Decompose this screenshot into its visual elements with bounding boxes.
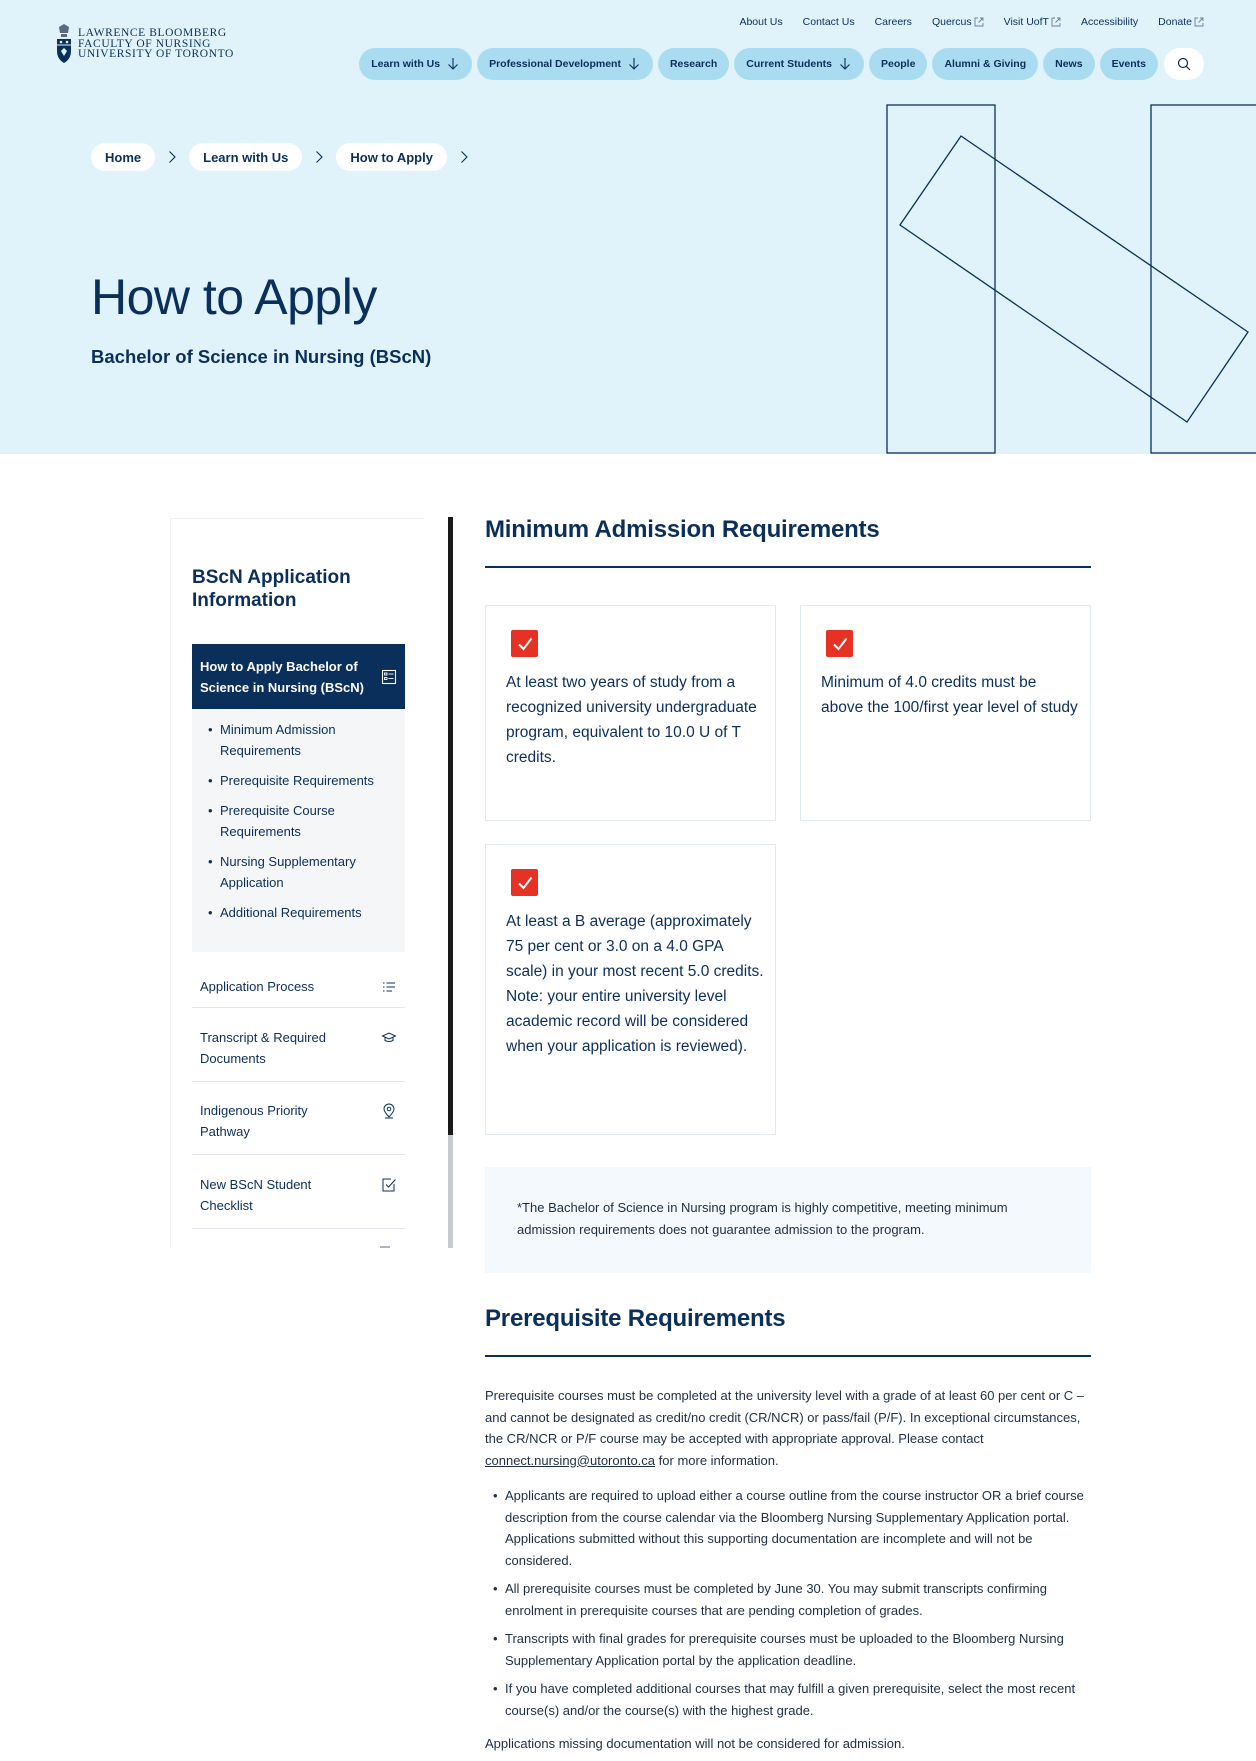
prerequisite-intro-tail: for more information. — [658, 1452, 779, 1468]
util-link-contact-us[interactable] — [803, 16, 855, 28]
checkmark-icon — [511, 869, 538, 896]
list-icon — [381, 979, 397, 995]
nav-label: Professional Development — [489, 58, 621, 70]
min-requirements-section — [485, 516, 1091, 568]
util-link-visit-uoft[interactable] — [1004, 16, 1061, 28]
util-link-accessibility[interactable] — [1081, 16, 1138, 28]
nav-people[interactable] — [869, 48, 927, 80]
requirement-card — [485, 844, 776, 1135]
site-logo[interactable] — [56, 24, 234, 64]
nav-professional-development[interactable] — [477, 48, 653, 80]
util-link-label: Visit UofT — [1003, 16, 1049, 28]
prerequisite-final-note: Applications missing documentation will not be considered for admission. — [485, 1736, 905, 1751]
util-link-label: Quercus — [931, 16, 972, 28]
util-link-donate[interactable] — [1158, 16, 1204, 28]
page-title: How to Apply — [91, 269, 377, 325]
document-list-icon — [381, 669, 397, 685]
sidebar-subitem-label[interactable]: Additional Requirements — [220, 905, 362, 920]
util-link-label: About Us — [739, 16, 783, 28]
sidebar-item-label: Application Process — [200, 979, 315, 994]
nav-label: Events — [1111, 58, 1146, 70]
section-heading-min-requirements: Minimum Admission Requirements — [485, 516, 880, 543]
map-pin-icon — [381, 1103, 397, 1119]
requirement-card — [485, 605, 776, 821]
prerequisite-section-body — [485, 1385, 1091, 1755]
nav-research[interactable] — [658, 48, 729, 80]
logo-wordmark — [78, 28, 234, 60]
nav-events[interactable] — [1100, 48, 1158, 80]
sidebar-subitem-prerequisite-course[interactable] — [206, 800, 393, 842]
nav-label: Alumni & Giving — [944, 58, 1027, 70]
sidebar-item-how-to-apply[interactable] — [192, 644, 405, 709]
section-divider — [485, 1355, 1091, 1357]
prerequisite-intro-text: Prerequisite courses must be completed at the university level with a grade of at least 60 per cent or C – and cannot be designated as credit/no credit (CR/NCR) or pass/fail (P/F). In exceptional circumstances, the CR/NCR or P/F course may be accepted with appropriate approval. Please contact — [485, 1388, 1085, 1446]
logo-line: UNIVERSITY OF TORONTO — [78, 48, 234, 61]
nav-alumni-giving[interactable] — [932, 48, 1038, 80]
external-link-icon — [974, 17, 984, 27]
nav-label: Current Students — [746, 58, 833, 70]
sidebar-subitem-label[interactable]: Nursing Supplementary Application — [220, 854, 356, 890]
hero-decorative-graphic — [880, 100, 1256, 454]
list-item: • Transcripts with final grades for prerequisite courses must be uploaded to the Bloomberg Nursing Supplementary Application portal by the application deadline. — [485, 1628, 1091, 1671]
util-link-about-us[interactable] — [739, 16, 782, 28]
crest-icon — [56, 24, 72, 64]
util-link-careers[interactable] — [875, 16, 912, 28]
sidebar-item-label: How to Apply Bachelor of Science in Nursing (BScN) — [200, 658, 364, 695]
sidebar-title: BScN Application Information — [192, 567, 351, 611]
contact-email-link[interactable]: connect.nursing@utoronto.ca — [485, 1452, 656, 1468]
prerequisite-bullets — [485, 1485, 1091, 1721]
page-subtitle: Bachelor of Science in Nursing (BScN) — [91, 346, 432, 367]
section-divider — [485, 566, 1091, 568]
sidebar-item-label: Transcript & Required Documents — [200, 1030, 326, 1066]
chevron-right-icon — [165, 150, 179, 164]
list-item: • If you have completed additional courses that may fulfill a given prerequisite, select the most recent course(s) and/or the course(s) with the highest grade. — [485, 1678, 1091, 1721]
nav-current-students[interactable] — [734, 48, 864, 80]
chevron-right-icon — [312, 150, 326, 164]
util-link-quercus[interactable] — [932, 16, 984, 28]
util-link-label: Donate — [1158, 16, 1192, 28]
checkbox-icon — [381, 1177, 397, 1193]
sidebar-item-indigenous-pathway[interactable] — [192, 1094, 405, 1155]
sidebar-scrollbar-thumb[interactable] — [448, 517, 453, 1135]
search-button[interactable] — [1164, 48, 1204, 80]
external-link-icon — [1051, 17, 1061, 27]
list-item: • All prerequisite courses must be completed by June 30. You may submit transcripts confirming enrolment in prerequisite courses that are pending completion of grades. — [485, 1578, 1091, 1621]
nav-news[interactable] — [1043, 48, 1094, 80]
checkmark-icon — [511, 630, 538, 657]
sidebar-item-transcript-documents[interactable] — [192, 1021, 405, 1082]
sidebar — [170, 518, 424, 1248]
breadcrumb — [91, 143, 471, 171]
sidebar-subitem-supplementary-application[interactable] — [206, 851, 393, 893]
logo-line: LAWRENCE BLOOMBERG — [78, 27, 227, 40]
sidebar-item-label: New BScN Student Checklist — [200, 1177, 312, 1213]
breadcrumb-learn-with-us[interactable]: Learn with Us — [189, 143, 302, 171]
checkmark-icon — [826, 630, 853, 657]
arrow-down-icon — [627, 57, 641, 71]
util-link-label: Contact Us — [802, 16, 855, 28]
nav-label: People — [881, 58, 916, 70]
prerequisite-intro — [485, 1385, 1091, 1471]
nav-label: Research — [669, 58, 718, 70]
sidebar-item-new-student-checklist[interactable] — [192, 1168, 405, 1229]
sidebar-subnav — [192, 709, 405, 952]
requirement-text: At least two years of study from a recognized university undergraduate program, equivalent to 10.0 U of T credits. — [506, 674, 757, 766]
sidebar-subitem-prerequisite-requirements[interactable] — [206, 770, 393, 791]
partial-item-icon — [379, 1245, 391, 1248]
admission-note: *The Bachelor of Science in Nursing program is highly competitive, meeting minimum admission requirements does not guarantee admission to the program. — [485, 1167, 1091, 1273]
main-nav — [359, 48, 1204, 80]
chevron-right-icon — [457, 150, 471, 164]
sidebar-subitem-additional-requirements[interactable] — [206, 902, 393, 923]
requirement-text: Minimum of 4.0 credits must be above the 100/first year level of study — [821, 674, 1078, 716]
sidebar-subitem-minimum-admission[interactable] — [206, 719, 393, 761]
sidebar-subitem-label[interactable]: Prerequisite Requirements — [220, 773, 374, 788]
requirement-card — [800, 605, 1091, 821]
arrow-down-icon — [838, 57, 852, 71]
breadcrumb-home[interactable]: Home — [91, 143, 155, 171]
section-heading-prerequisites: Prerequisite Requirements — [485, 1305, 786, 1332]
sidebar-subitem-label[interactable]: Prerequisite Course Requirements — [220, 803, 335, 839]
utility-nav — [739, 16, 1204, 28]
arrow-down-icon — [446, 57, 460, 71]
prerequisite-section-header — [485, 1305, 1091, 1357]
util-link-label: Careers — [874, 16, 912, 28]
nav-learn-with-us[interactable] — [359, 48, 472, 80]
list-item: • Applicants are required to upload either a course outline from the course instructor OR a brief course description from the course calendar via the Bloomberg Nursing Supplementary Application portal. Applications submitted without this supporting documentation are incomplete and will not be considered. — [485, 1485, 1091, 1571]
external-link-icon — [1194, 17, 1204, 27]
hero-header — [0, 0, 1256, 454]
requirement-text: At least a B average (approximately 75 per cent or 3.0 on a 4.0 GPA scale) in your most recent 5.0 credits. Note: your entire university level academic record will be considered when your application is reviewed). — [506, 913, 764, 1055]
search-icon — [1177, 57, 1191, 71]
nav-label: Learn with Us — [371, 58, 441, 70]
sidebar-subitem-label[interactable]: Minimum Admission Requirements — [220, 722, 336, 758]
graduation-cap-icon — [381, 1030, 397, 1046]
sidebar-item-application-process[interactable] — [192, 966, 405, 1008]
sidebar-item-label: Indigenous Priority Pathway — [200, 1103, 308, 1139]
logo-line: FACULTY OF NURSING — [78, 37, 212, 50]
breadcrumb-how-to-apply[interactable]: How to Apply — [336, 143, 447, 171]
nav-label: News — [1055, 58, 1083, 70]
util-link-label: Accessibility — [1080, 16, 1139, 28]
